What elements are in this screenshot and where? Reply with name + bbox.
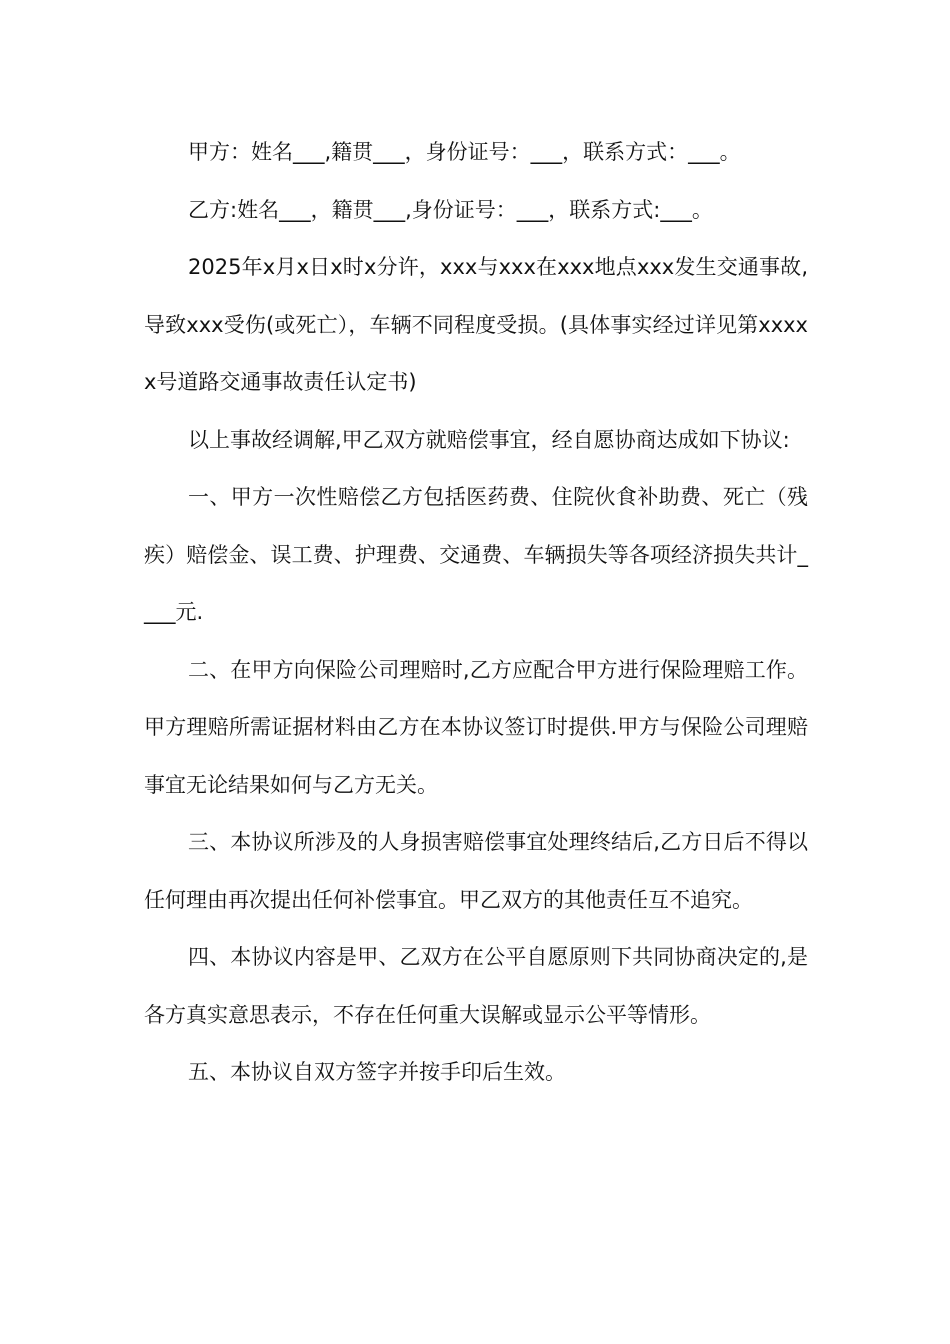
clause-three: 三、本协议所涉及的人身损害赔偿事宜处理终结后,乙方日后不得以任何理由再次提出任何补偿事宜。甲乙双方的其他责任互不追究。 <box>144 830 808 912</box>
clause-four: 四、本协议内容是甲、乙双方在公平自愿原则下共同协商决定的,是各方真实意思表示，不存在任何重大误解或显示公平等情形。 <box>144 945 808 1027</box>
party-a-info: 甲方：姓名___,籍贯___，身份证号：___，联系方式：___。 <box>188 140 741 164</box>
agreement-body <box>144 124 808 1102</box>
clause-two: 二、在甲方向保险公司理赔时,乙方应配合甲方进行保险理赔工作。甲方理赔所需证据材料由乙方在本协议签订时提供.甲方与保险公司理赔事宜无论结果如何与乙方无关。 <box>144 657 808 797</box>
clause-five: 五、本协议自双方签字并按手印后生效。 <box>188 1060 566 1084</box>
mediation-statement: 以上事故经调解,甲乙双方就赔偿事宜，经自愿协商达成如下协议: <box>188 427 790 452</box>
party-b-info: 乙方:姓名___，籍贯___,身份证号：___，联系方式:___。 <box>188 197 713 222</box>
clause-one: 一、甲方一次性赔偿乙方包括医药费、住院伙食补助费、死亡（残疾）赔偿金、误工费、护理费、交通费、车辆损失等各项经济损失共计____元. <box>144 485 808 624</box>
accident-description: 2025年x月x日x时x分许，xxx与xxx在xxx地点xxx发生交通事故,导致xxx受伤(或死亡），车辆不同程度受损。(具体事实经过详见第xxxxx号道路交通事故责任认定书) <box>144 255 808 394</box>
